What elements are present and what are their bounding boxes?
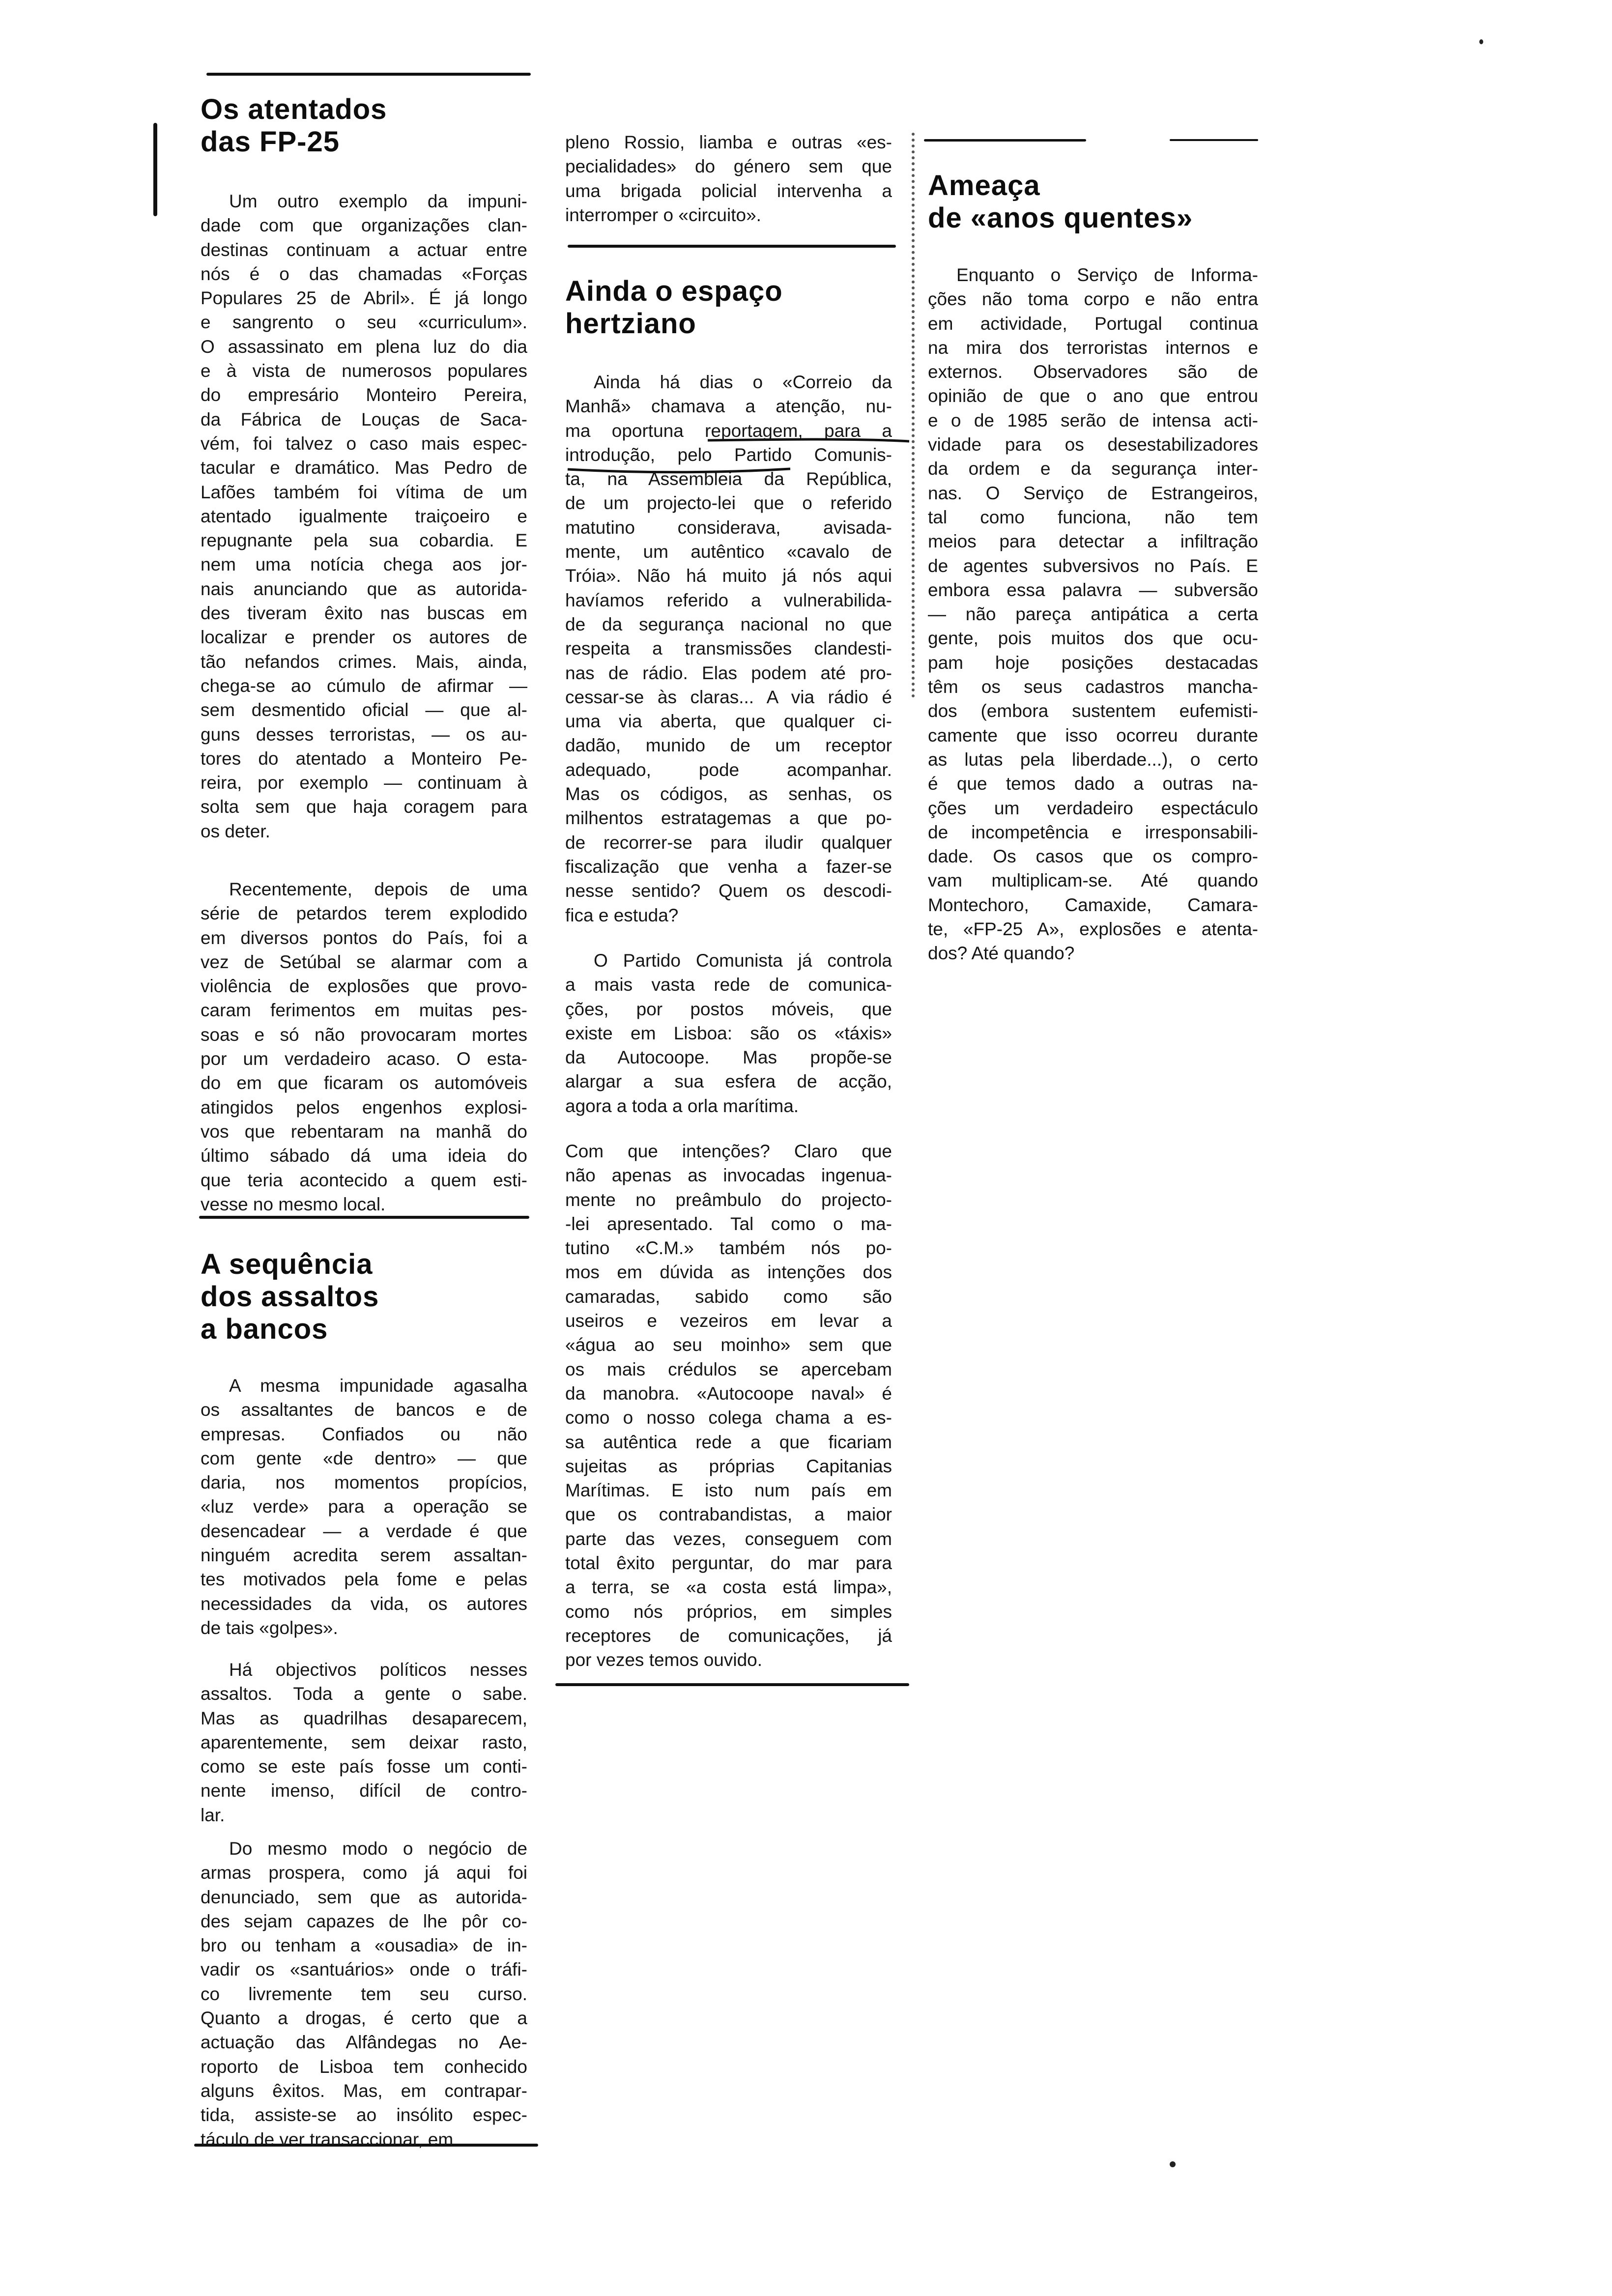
text-line: de recorrer-se para iludir qualquer xyxy=(565,832,892,853)
text-line: atingidos pelos engenhos explosi- xyxy=(201,1097,527,1118)
text-line: Marítimas. E isto num país em xyxy=(565,1480,892,1501)
speck xyxy=(1170,2161,1176,2167)
text-line: último sábado dá uma ideia do xyxy=(201,1146,527,1166)
text-line: em diversos pontos do País, foi a xyxy=(201,927,527,948)
text-line: de tais «golpes». xyxy=(201,1617,338,1638)
text-line: total êxito perguntar, do mar para xyxy=(565,1553,892,1574)
headline-line: das FP-25 xyxy=(201,126,340,158)
paragraph xyxy=(201,189,527,843)
text-line: O Partido Comunista já controla xyxy=(594,950,892,971)
text-line: vez de Setúbal se alarmar com a xyxy=(201,951,527,972)
headline-os-atentados xyxy=(201,93,527,158)
continued-paragraph xyxy=(565,130,892,227)
text-line: mos em dúvida as intenções dos xyxy=(565,1262,892,1283)
text-line: solta sem que haja coragem para xyxy=(201,797,527,817)
text-line: chega-se ao cúmulo de afirmar — xyxy=(201,675,527,696)
handwritten-underline xyxy=(560,432,914,491)
text-line: gente, pois muitos dos que ocu- xyxy=(928,628,1258,649)
text-line: embora essa palavra — subversão xyxy=(928,579,1258,600)
text-line: vidade para os desestabilizadores xyxy=(928,434,1258,455)
text-line: Há objectivos políticos nesses xyxy=(229,1660,527,1680)
text-line: série de petardos terem explodido xyxy=(201,903,527,924)
text-line: externos. Observadores são de xyxy=(928,362,1258,382)
text-line: desencadear — a verdade é que xyxy=(201,1521,527,1541)
text-line: mente, um autêntico «cavalo de xyxy=(565,542,892,562)
text-line: meios para detectar a infiltração xyxy=(928,531,1258,552)
text-line: introdução, pelo Partido Comunis- xyxy=(565,444,892,465)
text-line: te, «FP-25 A», explosões e atenta- xyxy=(928,919,1258,940)
headline-ameaca-anos-quentes xyxy=(928,170,1258,234)
text-line: ções, por postos móveis, que xyxy=(565,999,892,1019)
text-line: opinião de que o ano que entrou xyxy=(928,386,1258,406)
text-line: Populares 25 de Abril». É já longo xyxy=(201,288,527,309)
text-line: caram ferimentos em muitas pes- xyxy=(201,1000,527,1021)
text-line: havíamos referido a vulnerabilida- xyxy=(565,590,892,610)
text-line: ções não toma corpo e não entra xyxy=(928,289,1258,310)
text-line: nem uma notícia chega aos jor- xyxy=(201,554,527,575)
text-line: «luz verde» para a operação se xyxy=(201,1496,527,1517)
paragraph xyxy=(565,948,892,1118)
text-line: necessidades da vida, os autores xyxy=(201,1593,527,1614)
text-line: como o nosso colega chama a es- xyxy=(565,1407,892,1428)
text-line: Com que intenções? Claro que xyxy=(565,1141,892,1161)
headline-line: A sequência xyxy=(201,1248,373,1280)
text-line: nesse sentido? Quem os descodi- xyxy=(565,881,892,901)
column-separator xyxy=(912,133,915,698)
text-line: interromper o «circuito». xyxy=(565,204,761,225)
text-line: alargar a sua esfera de acção, xyxy=(565,1071,892,1092)
text-line: que teria acontecido a quem esti- xyxy=(201,1170,527,1190)
text-line: Montechoro, Camaxide, Camara- xyxy=(928,894,1258,915)
text-line: as lutas pela liberdade...), o certo xyxy=(928,749,1258,770)
headline-espaco-hertziano xyxy=(565,275,892,340)
column-rule-mid-2 xyxy=(568,245,896,248)
text-line: parte das vezes, conseguem com xyxy=(565,1528,892,1549)
text-line: dade. Os casos que os compro- xyxy=(928,846,1258,867)
headline-line: hertziano xyxy=(565,308,696,340)
text-line: destinas continuam a actuar entre xyxy=(201,239,527,260)
column-rule-top-3b xyxy=(1170,139,1258,141)
text-line: Tróia». Não há muito já nós aqui xyxy=(565,566,892,586)
text-line: dos (embora sustentem eufemisti- xyxy=(928,701,1258,721)
text-line: Enquanto o Serviço de Informa- xyxy=(956,265,1258,285)
text-line: os deter. xyxy=(201,821,270,841)
text-line: dos? Até quando? xyxy=(928,943,1075,964)
text-line: tacular e dramático. Mas Pedro de xyxy=(201,458,527,478)
text-line: nente imenso, difícil de contro- xyxy=(201,1780,527,1801)
text-line: da Autocoope. Mas propõe-se xyxy=(565,1047,892,1068)
text-line: agora a toda a orla marítima. xyxy=(565,1095,799,1116)
margin-mark xyxy=(153,123,157,216)
text-line: des tiveram êxito nas buscas em xyxy=(201,603,527,624)
text-line: vesse no mesmo local. xyxy=(201,1194,386,1214)
column-rule-top-3 xyxy=(924,139,1086,142)
text-line: tida, assiste-se ao insólito espec- xyxy=(201,2105,527,2125)
text-line: denunciado, sem que as autorida- xyxy=(201,1887,527,1907)
text-line: reira, por exemplo — continuam à xyxy=(201,773,527,793)
text-line: como nós próprios, em simples xyxy=(565,1601,892,1622)
text-line: fiscalização que venha a fazer-se xyxy=(565,856,892,877)
text-line: daria, nos momentos propícios, xyxy=(201,1472,527,1493)
text-line: Quanto a drogas, é certo que a xyxy=(201,2008,527,2029)
text-line: roporto de Lisboa tem conhecido xyxy=(201,2056,527,2077)
text-line: nas de rádio. Elas podem até pro- xyxy=(565,662,892,683)
text-line: ções um verdadeiro espectáculo xyxy=(928,798,1258,818)
text-line: é que temos dado a outras na- xyxy=(928,774,1258,794)
text-line: da ordem e da segurança inter- xyxy=(928,459,1258,479)
text-line: actuação das Alfândegas no Ae- xyxy=(201,2032,527,2053)
text-line: como se este país fosse um conti- xyxy=(201,1756,527,1777)
text-line: de um projecto-lei que o referido xyxy=(565,493,892,514)
text-line: vadir os «santuários» onde o tráfi- xyxy=(201,1959,527,1980)
text-line: vos que rebentaram na manhã do xyxy=(201,1121,527,1142)
speck xyxy=(1479,39,1483,44)
text-line: nais anunciando que as autorida- xyxy=(201,578,527,599)
text-line: vém, foi talvez o caso mais espec- xyxy=(201,433,527,454)
text-line: mente no preâmbulo do projecto- xyxy=(565,1189,892,1210)
text-line: e sangrento o seu «curriculum». xyxy=(201,312,527,333)
column-rule-bottom-2 xyxy=(555,1683,909,1686)
paragraph xyxy=(201,1837,527,2152)
text-line: vam multiplicam-se. Até quando xyxy=(928,870,1258,891)
text-line: Manhã» chamava a atenção, nu- xyxy=(565,396,892,417)
text-line: da Fábrica de Louças de Saca- xyxy=(201,409,527,430)
text-line: Lafões também foi vítima de um xyxy=(201,482,527,502)
text-line: Mas os códigos, as senhas, os xyxy=(565,784,892,804)
text-line: com gente «de dentro» — que xyxy=(201,1448,527,1468)
text-line: na mira dos terroristas internos e xyxy=(928,337,1258,358)
text-line: aparentemente, sem deixar rasto, xyxy=(201,1732,527,1752)
text-line: camaradas, sabido como são xyxy=(565,1286,892,1307)
text-line: em actividade, Portugal continua xyxy=(928,313,1258,334)
text-line: Do mesmo modo o negócio de xyxy=(229,1838,527,1859)
text-line: existe em Lisboa: são os «táxis» xyxy=(565,1023,892,1043)
text-line: tutino «C.M.» também nós po- xyxy=(565,1238,892,1259)
text-line: -lei apresentado. Tal como o ma- xyxy=(565,1213,892,1234)
text-line: useiros e vezeiros em levar a xyxy=(565,1311,892,1331)
text-line: têm os seus cadastros mancha- xyxy=(928,677,1258,697)
text-line: que os contrabandistas, a maior xyxy=(565,1504,892,1525)
text-line: empresas. Confiados ou não xyxy=(201,1424,527,1444)
text-line: co livremente tem seu curso. xyxy=(201,1983,527,2004)
text-line: tes motivados pela fome e pelas xyxy=(201,1569,527,1590)
text-line: receptores de comunicações, já xyxy=(565,1625,892,1646)
text-line: tal como funciona, não tem xyxy=(928,507,1258,527)
text-line: bro ou tenham a «ousadia» de in- xyxy=(201,1935,527,1956)
headline-line: a bancos xyxy=(201,1313,328,1345)
text-line: por vezes temos ouvido. xyxy=(565,1650,763,1670)
text-line: ta, na Assembleia da República, xyxy=(565,469,892,489)
text-line: ma oportuna reportagem, para a xyxy=(565,420,892,441)
text-line: des sejam capazes de lhe pôr co- xyxy=(201,1911,527,1931)
headline-sequencia-assaltos xyxy=(201,1248,527,1346)
headline-line: de «anos quentes» xyxy=(928,202,1193,234)
text-line: sem desmentido oficial — que al- xyxy=(201,700,527,720)
text-line: respeita a transmissões clandesti- xyxy=(565,638,892,659)
text-line: lar. xyxy=(201,1805,225,1825)
text-line: os assaltantes de bancos e de xyxy=(201,1400,527,1420)
text-line: pleno Rossio, liamba e outras «es- xyxy=(565,132,892,152)
text-line: sa autêntica rede a que ficariam xyxy=(565,1432,892,1452)
text-line: atentado igualmente traiçoeiro e xyxy=(201,506,527,526)
text-line: tão nefandos crimes. Mais, ainda, xyxy=(201,651,527,672)
text-line: por um verdadeiro acaso. O esta- xyxy=(201,1049,527,1069)
headline-line: dos assaltos xyxy=(201,1281,379,1313)
headline-line: Ameaça xyxy=(928,170,1040,201)
text-line: fica e estuda? xyxy=(565,905,679,925)
text-line: pam hoje posições destacadas xyxy=(928,652,1258,673)
text-line: do empresário Monteiro Pereira, xyxy=(201,385,527,405)
text-line: repugnante pela sua cobardia. E xyxy=(201,530,527,551)
paragraph xyxy=(201,877,527,1216)
text-line: do em que ficaram os automóveis xyxy=(201,1073,527,1093)
text-line: alguns êxitos. Mas, em contrapar- xyxy=(201,2080,527,2101)
text-line: a mais vasta rede de comunica- xyxy=(565,975,892,995)
text-line: soas e só não provocaram mortes xyxy=(201,1024,527,1045)
text-line: guns desses terroristas, — os au- xyxy=(201,724,527,745)
text-line: uma brigada policial intervenha a xyxy=(565,180,892,201)
text-line: de agentes subversivos no País. E xyxy=(928,555,1258,576)
text-line: Um outro exemplo da impuni- xyxy=(229,191,527,211)
text-line: sujeitas as próprias Capitanias xyxy=(565,1456,892,1476)
text-line: e o de 1985 serão de intensa acti- xyxy=(928,410,1258,430)
text-line: localizar e prender os autores de xyxy=(201,627,527,648)
text-line: adequado, pode acompanhar. xyxy=(565,759,892,780)
text-line: cessar-se às claras... A via rádio é xyxy=(565,687,892,707)
text-line: A mesma impunidade agasalha xyxy=(229,1376,527,1396)
column-rule-top-1 xyxy=(206,73,531,76)
paragraph xyxy=(565,1139,892,1672)
text-line: dadão, munido de um receptor xyxy=(565,735,892,756)
text-line: a terra, se «a costa está limpa», xyxy=(565,1577,892,1598)
text-line: dade com que organizações clan- xyxy=(201,215,527,236)
text-line: assaltos. Toda a gente o sabe. xyxy=(201,1684,527,1704)
text-line: camente que isso ocorreu durante xyxy=(928,725,1258,746)
text-line: de da segurança nacional no que xyxy=(565,614,892,634)
paragraph xyxy=(928,263,1258,966)
text-line: nas. O Serviço de Estrangeiros, xyxy=(928,483,1258,503)
text-line: pecialidades» do género sem que xyxy=(565,156,892,177)
text-line: táculo de ver transaccionar, em xyxy=(201,2129,454,2150)
text-line: ninguém acredita serem assaltan- xyxy=(201,1545,527,1566)
text-line: Recentemente, depois de uma xyxy=(229,879,527,899)
text-line: uma via aberta, que qualquer ci- xyxy=(565,711,892,732)
text-line: «água ao seu moinho» sem que xyxy=(565,1335,892,1355)
text-line: milhentos estratagemas a que po- xyxy=(565,808,892,829)
text-line: não apenas as invocadas ingenua- xyxy=(565,1165,892,1186)
text-line: nós é o das chamadas «Forças xyxy=(201,263,527,284)
text-line: O assassinato em plena luz do dia xyxy=(201,336,527,357)
text-line: tores do atentado a Monteiro Pe- xyxy=(201,748,527,769)
paragraph xyxy=(201,1658,527,1827)
text-line: os mais crédulos se apercebam xyxy=(565,1359,892,1379)
text-line: — não pareça antipática a certa xyxy=(928,604,1258,625)
text-line: Mas as quadrilhas desaparecem, xyxy=(201,1708,527,1728)
text-line: de incompetência e irresponsabili- xyxy=(928,822,1258,842)
text-line: da manobra. «Autocoope naval» é xyxy=(565,1383,892,1404)
headline-line: Ainda o espaço xyxy=(565,275,783,307)
text-line: violência de explosões que provo- xyxy=(201,976,527,997)
text-line: armas prospera, como já aqui foi xyxy=(201,1863,527,1883)
text-line: Ainda há dias o «Correio da xyxy=(594,372,892,392)
paragraph xyxy=(201,1374,527,1640)
headline-line: Os atentados xyxy=(201,93,387,125)
text-line: e à vista de numerosos populares xyxy=(201,361,527,381)
text-line: matutino considerava, avisada- xyxy=(565,517,892,538)
